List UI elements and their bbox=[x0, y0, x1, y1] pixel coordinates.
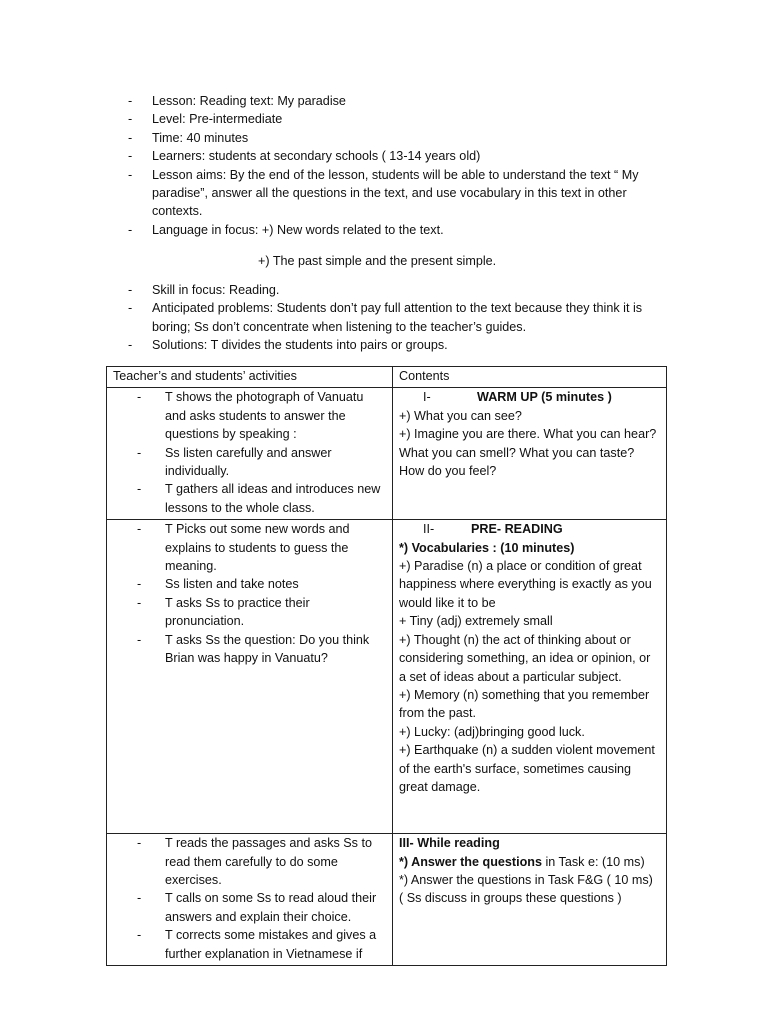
table-row-pre-reading bbox=[107, 520, 667, 834]
solutions: - Solutions: T divides the students into pairs or groups. bbox=[128, 336, 668, 354]
list-item: - T corrects some mistakes and gives a further explanation in Vietnamese if bbox=[137, 926, 386, 963]
vocab-item: +) Earthquake (n) a sudden violent movement of the earth's surface, sometimes causing great damage. bbox=[399, 743, 655, 794]
vocab-item: +) Memory (n) something that you remember from the past. bbox=[399, 687, 650, 721]
while-reading-contents bbox=[393, 834, 667, 966]
pre-reading-activities bbox=[107, 520, 393, 834]
list-item: - T reads the passages and asks Ss to read them carefully to do some exercises. bbox=[137, 834, 386, 889]
lesson-plan-table bbox=[106, 366, 667, 966]
lesson-time: - Time: 40 minutes bbox=[128, 129, 668, 147]
table-row-warm-up bbox=[107, 388, 667, 520]
discuss-line: ( Ss discuss in groups these questions ) bbox=[399, 891, 622, 906]
anticipated-problems: - Anticipated problems: Students don’t pay full attention to the text because they think it is boring; Ss don’t concentrate when listening to the teacher’s guides. bbox=[128, 299, 668, 336]
section-title: PRE- READING bbox=[471, 522, 563, 537]
vocab-item: +) Thought (n) the act of thinking about or considering something, an idea or opinion, or a set of ideas about a particular subject. bbox=[399, 632, 651, 684]
while-reading-activities bbox=[107, 834, 393, 966]
vocab-item: + Tiny (adj) extremely small bbox=[399, 614, 553, 629]
warm-up-contents bbox=[393, 388, 667, 520]
task-e-line bbox=[399, 853, 660, 871]
task-e-rest: in Task e: (10 ms) bbox=[541, 854, 645, 869]
list-item: - T asks Ss to practice their pronunciation. bbox=[137, 594, 386, 631]
warm-up-activities bbox=[107, 388, 393, 520]
lesson-aims: - Lesson aims: By the end of the lesson, students will be able to understand the text “ My paradise”, answer all the questions in the text, and use vocabulary in this text in other contexts. bbox=[128, 166, 668, 221]
list-item: - T shows the photograph of Vanuatu and asks students to answer the questions by speaking : bbox=[137, 388, 386, 443]
warm-up-heading bbox=[399, 388, 660, 406]
pre-reading-heading bbox=[399, 520, 660, 538]
list-item: - T calls on some Ss to read aloud their answers and explain their choice. bbox=[137, 889, 386, 926]
vocab-item: +) Lucky: (adj)bringing good luck. bbox=[399, 724, 585, 739]
lesson-level: - Level: Pre-intermediate bbox=[128, 110, 668, 128]
content-line: +) What you can see? bbox=[399, 408, 522, 423]
section-number: II- bbox=[423, 522, 435, 537]
section-title: WARM UP (5 minutes ) bbox=[477, 390, 612, 405]
section-number: I- bbox=[423, 390, 431, 405]
task-e-bold: *) Answer the questions bbox=[399, 854, 542, 869]
lesson-title: - Lesson: Reading text: My paradise bbox=[128, 92, 668, 110]
pre-reading-contents bbox=[393, 520, 667, 834]
while-reading-heading: III- While reading bbox=[399, 836, 500, 851]
header-activities: Teacher’s and students’ activities bbox=[107, 367, 393, 388]
list-item: - T asks Ss the question: Do you think Brian was happy in Vanuatu? bbox=[137, 631, 386, 668]
list-item: - Ss listen carefully and answer individually. bbox=[137, 444, 386, 481]
task-fg-line: *) Answer the questions in Task F&G ( 10 ms) bbox=[399, 873, 653, 888]
vocab-item: +) Paradise (n) a place or condition of great happiness where everything is exactly as you would like it to be bbox=[399, 559, 652, 610]
list-item: - Ss listen and take notes bbox=[137, 575, 386, 593]
content-line: +) Imagine you are there. What you can hear? What you can smell? What you can taste? How do you feel? bbox=[399, 427, 657, 479]
language-in-focus-2: +) The past simple and the present simple. bbox=[258, 254, 497, 268]
list-item: - T gathers all ideas and introduces new lessons to the whole class. bbox=[137, 480, 386, 517]
lesson-learners: - Learners: students at secondary schools ( 13-14 years old) bbox=[128, 147, 668, 165]
lesson-info-list-2 bbox=[128, 281, 668, 355]
table-header-row bbox=[107, 367, 667, 388]
skill-in-focus: - Skill in focus: Reading. bbox=[128, 281, 668, 299]
header-contents: Contents bbox=[393, 367, 667, 388]
list-item: - T Picks out some new words and explains to students to guess the meaning. bbox=[137, 520, 386, 575]
language-in-focus: - Language in focus: +) New words related to the text. bbox=[128, 221, 668, 239]
vocabulary-heading: *) Vocabularies : (10 minutes) bbox=[399, 540, 575, 555]
table-row-while-reading bbox=[107, 834, 667, 966]
lesson-info-list bbox=[128, 92, 668, 239]
